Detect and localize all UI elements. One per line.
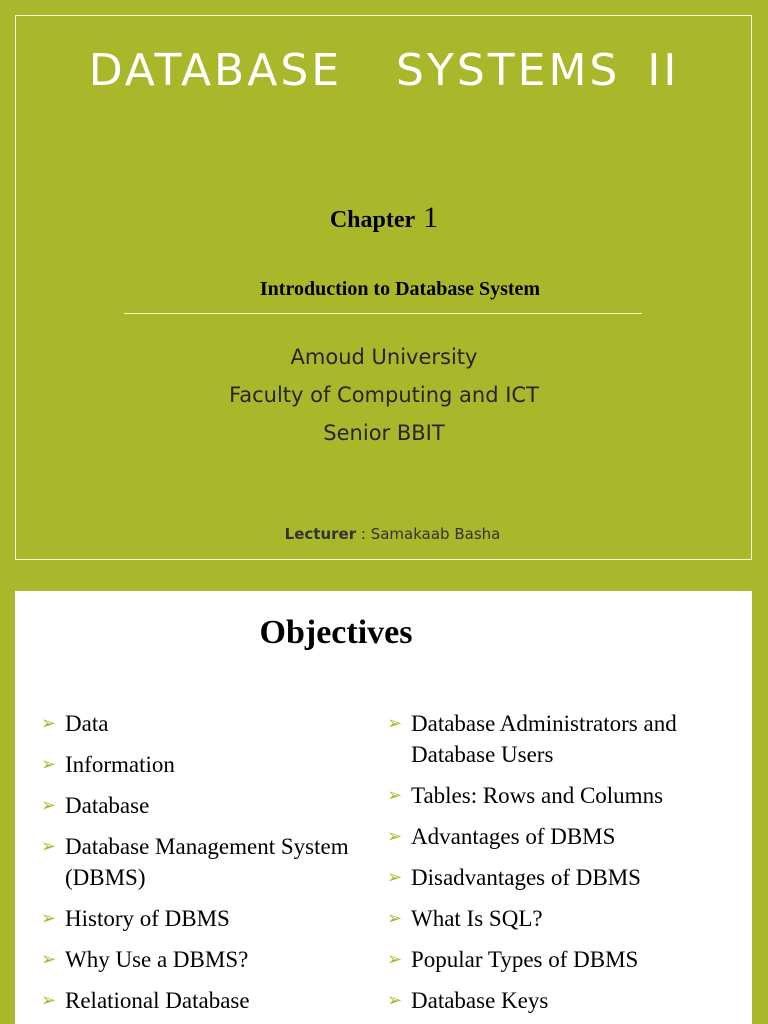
list-item bbox=[387, 862, 747, 893]
arrow-bullet-icon: ➢ bbox=[41, 795, 57, 816]
lecturer-label: Lecturer bbox=[284, 525, 357, 543]
list-item-text: Data bbox=[65, 711, 109, 736]
chapter-number: 1 bbox=[423, 201, 439, 234]
lecturer-separator: : bbox=[356, 525, 371, 543]
list-item bbox=[41, 831, 361, 893]
lecturer-line bbox=[0, 522, 768, 546]
objectives-title: Objectives bbox=[259, 614, 413, 651]
list-item-text: What Is SQL? bbox=[411, 906, 543, 931]
list-item bbox=[387, 903, 747, 934]
list-item bbox=[387, 708, 747, 770]
chapter-subtitle: Introduction to Database System bbox=[259, 278, 541, 300]
list-item bbox=[387, 821, 747, 852]
list-item-text: Database Management System (DBMS) bbox=[65, 834, 349, 890]
arrow-bullet-icon: ➢ bbox=[41, 836, 57, 857]
chapter-label: Chapter bbox=[329, 207, 416, 233]
lecturer-name: Samakaab Basha bbox=[370, 525, 501, 543]
divider-line bbox=[124, 313, 642, 314]
list-item-text: Database bbox=[65, 793, 150, 818]
list-item-text: Popular Types of DBMS bbox=[411, 947, 639, 972]
university-name: Amoud University bbox=[290, 345, 478, 369]
list-item-text: Database Keys bbox=[411, 988, 549, 1013]
list-item bbox=[41, 708, 361, 739]
program-name: Senior BBIT bbox=[323, 421, 445, 445]
list-item-text: Information bbox=[65, 752, 175, 777]
list-item bbox=[41, 790, 361, 821]
list-item-text: Tables: Rows and Columns bbox=[411, 783, 664, 808]
list-item-text: Why Use a DBMS? bbox=[65, 947, 249, 972]
arrow-bullet-icon: ➢ bbox=[387, 867, 403, 888]
objectives-list-left bbox=[41, 708, 361, 1024]
arrow-bullet-icon: ➢ bbox=[41, 990, 57, 1011]
list-item-text: Relational Database bbox=[65, 988, 250, 1013]
arrow-bullet-icon: ➢ bbox=[41, 754, 57, 775]
list-item bbox=[41, 749, 361, 780]
arrow-bullet-icon: ➢ bbox=[387, 785, 403, 806]
list-item bbox=[41, 944, 361, 975]
course-title: DATABASE SYSTEMS II bbox=[88, 45, 680, 96]
list-item bbox=[41, 985, 361, 1016]
arrow-bullet-icon: ➢ bbox=[41, 949, 57, 970]
arrow-bullet-icon: ➢ bbox=[387, 949, 403, 970]
institution-block bbox=[0, 340, 768, 454]
faculty-name: Faculty of Computing and ICT bbox=[229, 383, 539, 407]
list-item bbox=[41, 903, 361, 934]
objectives-list-right bbox=[387, 708, 747, 1024]
list-item-text: History of DBMS bbox=[65, 906, 230, 931]
objectives-slide bbox=[15, 591, 752, 1024]
arrow-bullet-icon: ➢ bbox=[387, 826, 403, 847]
chapter-heading bbox=[0, 200, 768, 241]
list-item bbox=[387, 944, 747, 975]
list-item bbox=[387, 780, 747, 811]
list-item-text: Disadvantages of DBMS bbox=[411, 865, 641, 890]
list-item bbox=[387, 985, 747, 1016]
arrow-bullet-icon: ➢ bbox=[387, 990, 403, 1011]
arrow-bullet-icon: ➢ bbox=[387, 908, 403, 929]
arrow-bullet-icon: ➢ bbox=[41, 713, 57, 734]
list-item-text: Advantages of DBMS bbox=[411, 824, 616, 849]
list-item-text: Database Administrators and Database Users bbox=[411, 711, 677, 767]
arrow-bullet-icon: ➢ bbox=[41, 908, 57, 929]
arrow-bullet-icon: ➢ bbox=[387, 713, 403, 734]
